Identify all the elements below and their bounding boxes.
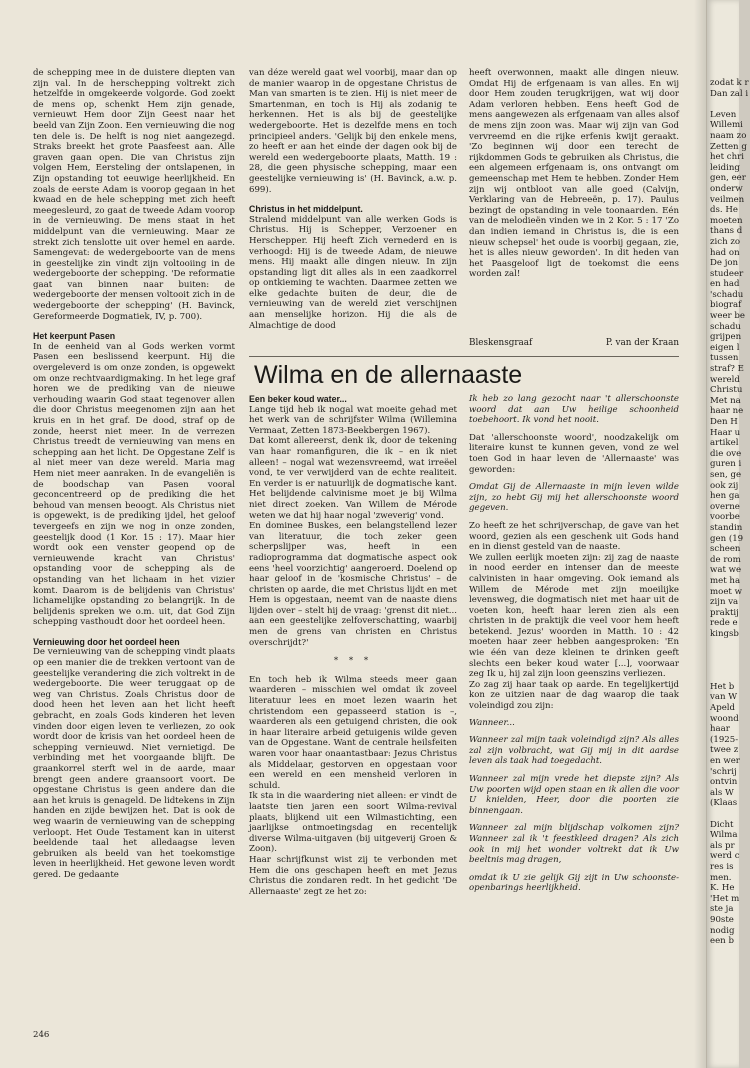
- paragraph: Stralend middelpunt van alle werken Gods is Christus. Hij is Schepper, Verzoener en Herschepper. Hij heeft Zich vernederd en is verhoogd: Hij is de tweede Adam, de nieuwe mens. Hij maakt alle dingen nieuw. In zijn opstanding ligt dit alles als in een zaadkorrel op ontkieming te wachten. Daarmee zetten we elke gedachte buiten de deur, die de vernieuwing van de wereld ziet verschijnen aan menselijke horizon. Hij die als de Almachtige de dood: [249, 214, 457, 331]
- paragraph: En dominee Buskes, een belangstellend lezer van literatuur, die toch zeker geen scherpslijper was, heeft in een radioprogramma dat dogmatische aspect ook eens 'heel voorzichtig' aangeroerd. Doelend op haar geloof in de 'kosmische Christus' – de christen op aarde, die met Christus lijdt en met Hem is opgestaan, neemt van de naaste diens lijden over – stelt hij de vraag: 'grenst dit niet... aan een geestelijke zelfoverschatting, waarbij men de grens van christen en Christus overschrijdt?': [249, 521, 457, 648]
- column-1: [33, 68, 235, 881]
- section-divider: [249, 356, 679, 357]
- column-2: [249, 68, 457, 331]
- column-3: [469, 68, 679, 280]
- cut-off-column-text: zodat k r Dan zal i Leven Willemi naam zo Zetten g het chri leiding gen, eer onderw veilmen ds. He moeten thans d zich zo had on De jon studeer en had 'schadu biograf weer be schadu grijpen eigen l tussen straf? E wereld Christu Met na haar ne Den H Haar u artikel die ove guren i sen, ge ook zij hen ga overne voorbe standin gen (19 scheen de rom wat we met ha moet w zijn va praktij rede e kingsb Het b van W Apeld woond haar (1925- twee z en wer 'schrij ontvin als W (Klaas Dicht Wilma als pr werd c res is men. K. He 'Het m ste ja 90ste nodig een b: [710, 78, 749, 947]
- signature-place: Bleskensgraaf: [469, 338, 533, 348]
- article-title: Wilma en de allernaaste: [254, 361, 523, 389]
- subheading: Christus in het middelpunt.: [249, 204, 363, 215]
- subheading: Vernieuwing door het oordeel heen: [33, 636, 180, 647]
- paragraph: Zo heeft ze het schrijverschap, de gave van het woord, gezien als een geschenk uit Gods hand en in dienst gesteld van de naaste.: [469, 520, 679, 553]
- paragraph: Ik sta in die waardering niet alleen: er vindt de laatste tien jaren een soort Wilma-revival plaats, blijkend uit een Wilmastichting, een jaarlijkse ontmoetingsdag en recentelijk diverse Wilma-uitgaven (bij uitgeverij Groen & Zoon).: [249, 791, 457, 855]
- article-column-right: [469, 394, 679, 894]
- poem-quote: Ik heb zo lang gezocht naar 't allerschoonste woord dat aan Uw heilige schoonheid toebehoort. Ik vond het nooit.: [469, 394, 679, 426]
- poem-title: Wanneer...: [469, 717, 515, 728]
- paragraph: Dat 'allerschoonste woord', noodzakelijk om literaire kunst te kunnen geven, vond ze wel toen God in haar leven de 'Allernaaste' was geworden:: [469, 432, 679, 475]
- poem-stanza: Wanneer zal mijn taak voleindigd zijn? Als alles zal zijn volbracht, wat Gij mij in dit aardse leven als taak had toegedacht.: [469, 735, 679, 767]
- paragraph: de schepping mee in de duistere diepten van zijn val. In de herschepping voltrekt zich hetzelfde in omgekeerde volgorde. God zoekt de mens op, schenkt Hem zijn genade, vernieuwt Hem door Zijn Geest naar het beeld van Zijn Zoon. Een vernieuwing die nog ten dele is. De helft is nog niet aangezegd. Straks breekt het grote Paasfeest aan. Alle graven gaan open. Die van Christus zijn volgen Hem, Eersteling der ontslapenen, in Zijn opstanding tot eeuwige heerlijkheid. En zoals de eerste Adam is voorop gegaan in het kwaad en de hele schepping met zich heeft meegesleurd, zo gaat de tweede Adam voorop in de vernieuwing. De mens staat in het middelpunt van die vernieuwing. Maar ze strekt zich tenslotte uit over hemel en aarde. Samengevat: de wedergeboorte van de mens in geestelijke zin vindt zijn voltooiing in de wedergeboorte der schepping. 'De reformatie gaat van binnen naar buiten: de wedergeboorte der mensen voltooit zich in de wedergeboorte der schepping' (H. Bavinck, Gereformeerde Dogmatiek, IV, p. 700).: [33, 68, 235, 322]
- paragraph: heeft overwonnen, maakt alle dingen nieuw. Omdat Hij de erfgenaam is van alles. En wij door Hem zouden terugkrijgen, wat wij door Adam verloren hebben. Eens heeft God de mens aangewezen als erfgenaam van alles alsof de mens zijn zoon was. Maar wij zijn van God vervreemd en die rijke erfenis kwijt geraakt. 'Zo beginnen wij door een terecht de rijkdommen Gods te gebruiken als Christus, die een algemeen erfgenaam is, ons ontvangt om gemeenschap met Hem te hebben. Zonder Hem zijn wij ontbloot van alle goed (Calvijn, Verklaring van de Hebreeën, p. 17). Paulus bezingt de opstanding in vele toonaarden. Eén van de melodieën vinden we in 2 Kor. 5 : 17 'Zo dan indien iemand in Christus is, die is een nieuw schepsel' het oude is voorbij gegaan, zie, het is alles nieuw geworden'. In dit heden van het Paasgeloof ligt de toekomst die eens worden zal!: [469, 68, 679, 280]
- paragraph: Zo zag zij haar taak op aarde. En tegelijkertijd kon ze uitzien naar de dag waarop die taak voleindigd zou zijn:: [469, 679, 679, 712]
- article-subheading: Een beker koud water...: [249, 394, 347, 404]
- paragraph: De vernieuwing van de schepping vindt plaats op een manier die de trekken vertoont van de geestelijke verandering die zich voltrekt in de wedergeboorte. Die weer teruggaat op de weg van Christus. Zoals Christus door de dood heen het leven aan het licht heeft gebracht, en zoals Gods kinderen het leven vinden door eigen leven te verliezen, zo ook wordt door de krisis van het oordeel heen de schepping vernieuwd. Niet vernietigd. De verbinding met het voorgaande blijft. De graankorrel sterft wel in de aarde, maar brengt geen andere graansoort voort. De opgestane Christus is geen andere dan die aan het kruis is genageld. De lidtekens in Zijn handen en zijde bewijzen het. Dat is ook de weg waarin de vernieuwing van de schepping verloopt. Het Oude Testament kan in uiterst beeldende taal het alledaagse leven gebruiken als beeld van het toekomstige leven in heerlijkheid. Het gewone leven wordt gered. De gedaante: [33, 647, 235, 880]
- paragraph: We zullen eerlijk moeten zijn: zij zag de naaste in nood eerder en intenser dan de meeste calvinisten in haar omgeving. Ook iemand als Willem de Mérode met zijn moeilijke levensweg, die dogmatisch niet met haar uit de voeten kon, heeft haar leren zien als een christen in de praktijk die veel voor hem heeft betekend. Jezus' woorden in Matth. 10 : 42 moeten haar zeer hebben aangesproken: 'En wie één van deze kleinen te drinken geeft slechts een beker koud water [...], voorwaar zeg Ik u, hij zal zijn loon geenszins verliezen.: [469, 552, 679, 680]
- paragraph: In de eenheid van al Gods werken vormt Pasen een beslissend keerpunt. Hij die overgeleverd is om onze zonden, is opgewekt om onze rechtvaardigmaking. In het lege graf horen we de prediking van de nieuwe verhouding waarin God staat tegenover allen die door Christus meegenomen zijn aan het kruis en in het graf. De dood, straf op de zonde, heerst niet meer. In de verrezen Christus treedt de vernieuwing van mens en schepping aan het licht. De Opgestane Zelf is al niet meer van deze wereld. Maria mag Hem niet meer aanraken. In de evangeliën is de boodschap van Pasen vooral geconcentreerd op de prediking die het behoud van mensen beoogt. Als Christus niet is opgewekt, is de prediking ijdel, het geloof tevergeefs en zijn we nog in onze zonden, geestelijk dood (1 Kor. 15 : 17). Maar hier wordt ook een venster geopend op de vernieuwende kracht van Christus' opstanding voor de schepping als de opstanding van het lichaam in het vizier komt. Daarom is de belijdenis van Christus' lichamelijke opstanding zo belangrijk. In de belijdenis spreken we o.m. uit, dat God Zijn schepping vasthoudt door het oordeel heen.: [33, 341, 235, 628]
- author-signature: [469, 338, 679, 348]
- right-page-edge: [706, 0, 749, 1068]
- binding-gutter: [694, 0, 706, 1068]
- paragraph: Dat komt allereerst, denk ik, door de tekening van haar romanfiguren, die ik – en ik niet alleen! – nogal wat wezensvreemd, wat irreëel vond, te ver verwijderd van de echte realiteit. En verder is er natuurlijk de dogmatische kant. Het belijdende calvinisme moet je bij Wilma niet direct zoeken. Van Willem de Mérode weten we dat hij haar nogal 'zweverig' vond.: [249, 436, 457, 521]
- paragraph: van déze wereld gaat wel voorbij, maar dan op de manier waarop in de opgestane Christus de Man van smarten is te zien. Hij is niet meer de Smartenman, en toch is Hij als zodanig te herkennen. Het is als bij de geestelijke wedergeboorte. Het is dezelfde mens en toch principieel anders. 'Gelijk bij den enkele mens, zo heeft er aan het einde der dagen ook bij de wereld een wedergeboorte plaats, Matth. 19 : 28, die geen physische schepping, maar een geestelijke vernieuwing is' (H. Bavinck, a.w. p. 699).: [249, 68, 457, 195]
- signature-name: P. van der Kraan: [605, 338, 679, 348]
- paragraph: Haar schrijfkunst wist zij te verbonden met Hem die ons geschapen heeft en met Jezus Christus die zondaren redt. In het gedicht 'De Allernaaste' zegt ze het zo:: [249, 854, 457, 897]
- subheading: Het keerpunt Pasen: [33, 331, 116, 342]
- page-number: 246: [33, 1030, 50, 1040]
- poem-stanza: Wanneer zal mijn blijdschap volkomen zijn? Wanneer zal ik 't feestkleed dragen? Als zich ook in mij het wonder voltrekt dat ik Uw beeltnis mag dragen,: [469, 823, 679, 866]
- poem-quote: Omdat Gij de Allernaaste in mijn leven wilde zijn, zo hebt Gij mij het allerschoonste woord gegeven.: [469, 482, 679, 514]
- paragraph: En toch heb ik Wilma steeds meer gaan waarderen – misschien wel omdat ik zoveel literatuur lees en moet lezen waarin het christendom een gepasseerd station is –, waarderen als een getuigend christen, die ook in haar literaire arbeid getuigenis wilde geven van de Opgestane. Want de centrale heilsfeiten waren voor haar onaantastbaar: Jezus Christus als Middelaar, gestorven en opgestaan voor een wereld en een mensheid verloren in schuld.: [249, 674, 457, 791]
- article-column-left: [249, 394, 457, 897]
- poem-stanza: omdat ik U zie gelijk Gij zijt in Uw schoonste-openbarings heerlijkheid.: [469, 872, 679, 894]
- paragraph: Lange tijd heb ik nogal wat moeite gehad met het werk van de schrijfster Wilma (Willemina Vermaat, Zetten 1873-Beekbergen 1967).: [249, 404, 457, 436]
- section-break: * * *: [333, 656, 373, 667]
- poem-stanza: Wanneer zal mijn vrede het diepste zijn? Als Uw poorten wijd open staan en ik allen die voor U knielden, Heer, door die poorten zie binnengaan.: [469, 774, 679, 816]
